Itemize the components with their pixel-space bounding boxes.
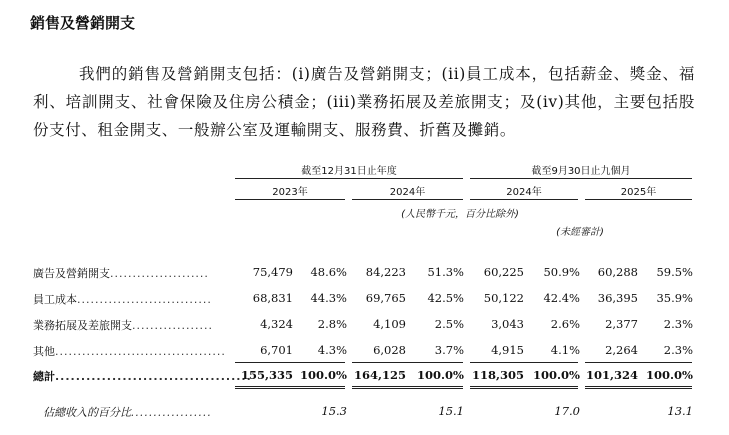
year-rule-2024-period [470,199,578,200]
cell: 68,831 [252,291,293,305]
header-year-group: 截至12月31日止年度 [301,166,397,177]
cell: 2,377 [605,317,638,331]
table-row: 業務拓展及差旅開支.................. 4,324 2.8% 4,109 2.5% 3,043 2.6% 2,377 2.3% [33,317,693,332]
row-label: 其他 [33,345,55,358]
cell: 60,288 [597,265,638,279]
cell: 2.3% [663,317,693,331]
cell: 164,125 [353,368,406,382]
cell: 4,324 [260,317,293,331]
cell: 48.6% [310,265,347,279]
cell: 100.0% [646,368,693,382]
cell: 75,479 [252,265,293,279]
year-rule-2025-period [585,199,692,200]
total-top-rule-2023 [235,362,345,363]
total-bottom-rule-2025-period [585,386,692,389]
group-rule-year [235,178,463,179]
total-top-rule-2025-period [585,362,692,363]
cell: 15.1 [438,404,464,418]
cell: 3,043 [491,317,524,331]
cell: 15.3 [321,404,347,418]
total-bottom-rule-2024-period [470,386,578,389]
cell: 44.3% [310,291,347,305]
table-row: 員工成本.............................. 68,831 44.3% 69,765 42.5% 50,122 42.4% 36,395 35.9% [33,291,693,306]
header-2024-period: 2024年 [506,187,542,198]
cell: 2,264 [605,343,638,357]
year-rule-2024 [352,199,463,200]
unaudited-note: (未經審計) [556,227,604,238]
total-row: 總計...................................... 155,335 100.0% 164,125 100.0% 118,305 100.0% 101,324 100.0% [33,368,693,383]
cell: 50.9% [543,265,580,279]
cell: 51.3% [427,265,464,279]
cell: 84,223 [365,265,406,279]
cell: 2.8% [317,317,347,331]
cell: 2.3% [663,343,693,357]
revenue-percent-label: 佔總收入的百分比 [43,406,131,419]
cell: 2.6% [550,317,580,331]
total-bottom-rule-2023 [235,386,345,389]
cell: 50,122 [483,291,524,305]
total-bottom-rule-2024 [352,386,463,389]
intro-paragraph: 我們的銷售及營銷開支包括：(i)廣告及營銷開支；(ii)員工成本，包括薪金、獎金、福利、培訓開支、社會保險及住房公積金；(iii)業務拓展及差旅開支；及(iv)其他，主要包括股份支付、租金開支、一般辦公室及運輸開支、服務費、折舊及攤銷。 [33,65,695,139]
cell: 3.7% [434,343,464,357]
cell: 6,701 [260,343,293,357]
total-label: 總計 [33,370,55,383]
cell: 4.1% [550,343,580,357]
cell: 42.4% [543,291,580,305]
table-row: 其他...................................... 6,701 4.3% 6,028 3.7% 4,915 4.1% 2,264 2.3% [33,343,693,358]
cell: 35.9% [656,291,693,305]
revenue-percent-row: 佔總收入的百分比.................. 15.3 15.1 17.0 13.1 [43,404,693,419]
cell: 4.3% [317,343,347,357]
cell: 17.0 [554,404,580,418]
header-2025-period: 2025年 [620,187,657,198]
header-nine-month-group: 截至9月30日止九個月 [531,166,631,177]
cell: 100.0% [300,368,347,382]
header-2023: 2023年 [272,187,308,198]
row-label: 員工成本 [33,293,77,306]
cell: 42.5% [427,291,464,305]
cell: 155,335 [240,368,293,382]
row-label: 廣告及營銷開支 [33,267,110,280]
section-title: 銷售及營銷開支 [30,14,136,32]
cell: 118,305 [471,368,524,382]
cell: 36,395 [597,291,638,305]
cell: 59.5% [656,265,693,279]
cell: 60,225 [483,265,524,279]
cell: 101,324 [585,368,638,382]
cell: 2.5% [434,317,464,331]
group-rule-nine-month [470,178,692,179]
cell: 6,028 [373,343,406,357]
row-label: 業務拓展及差旅開支 [33,319,132,332]
table-row: 廣告及營銷開支...................... 75,479 48.6% 84,223 51.3% 60,225 50.9% 60,288 59.5% [33,265,693,280]
cell: 13.1 [667,404,693,418]
unit-note: (人民幣千元，百分比除外) [401,209,519,220]
total-top-rule-2024 [352,362,463,363]
year-rule-2023 [235,199,345,200]
cell: 100.0% [417,368,464,382]
cell: 4,109 [373,317,406,331]
cell: 100.0% [533,368,580,382]
header-2024: 2024年 [389,187,426,198]
cell: 69,765 [365,291,406,305]
cell: 4,915 [491,343,524,357]
total-top-rule-2024-period [470,362,578,363]
